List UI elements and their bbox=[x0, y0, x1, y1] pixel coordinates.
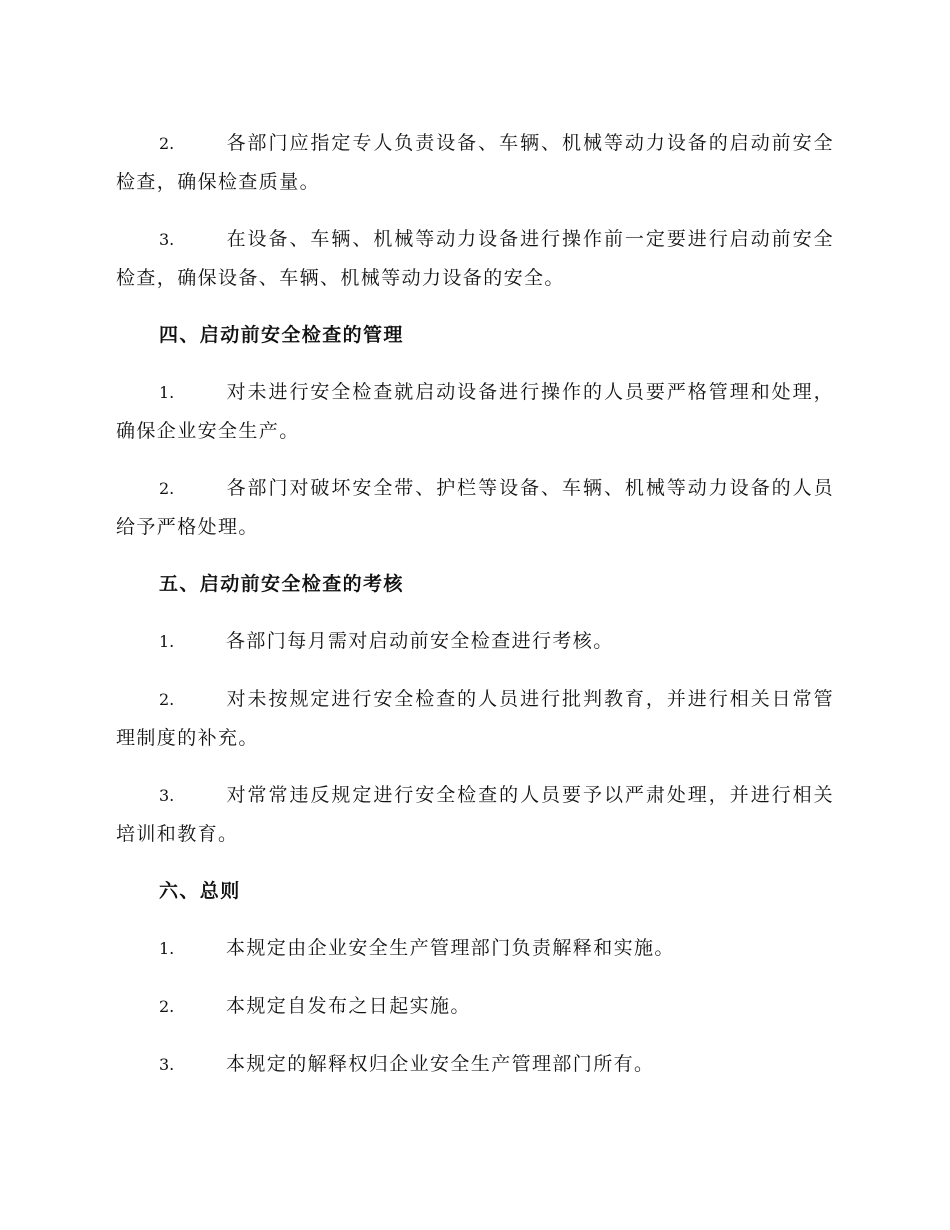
item-text: 对常常违反规定进行安全检查的人员要予以严肃处理，并进行相关培训和教育。 bbox=[116, 784, 834, 845]
list-item bbox=[116, 373, 834, 450]
item-text: 对未按规定进行安全检查的人员进行批判教育，并进行相关日常管理制度的补充。 bbox=[116, 688, 834, 749]
item-number: 1. bbox=[159, 939, 175, 958]
list-item bbox=[116, 680, 834, 757]
list-item bbox=[116, 124, 834, 201]
item-text: 本规定由企业安全生产管理部门负责解释和实施。 bbox=[226, 937, 675, 959]
list-item bbox=[116, 776, 834, 853]
section-heading: 六、总则 bbox=[159, 880, 241, 902]
item-text: 本规定自发布之日起实施。 bbox=[226, 995, 471, 1017]
section-heading: 四、启动前安全检查的管理 bbox=[159, 324, 404, 346]
item-text: 各部门对破坏安全带、护栏等设备、车辆、机械等动力设备的人员给予严格处理。 bbox=[116, 477, 834, 538]
list-item bbox=[116, 469, 834, 546]
item-number: 1. bbox=[159, 632, 175, 651]
item-number: 3. bbox=[159, 230, 175, 249]
list-item bbox=[116, 622, 834, 661]
item-text: 各部门每月需对启动前安全检查进行考核。 bbox=[226, 630, 614, 652]
item-number: 2. bbox=[159, 134, 175, 153]
item-number: 2. bbox=[159, 690, 175, 709]
item-number: 2. bbox=[159, 997, 175, 1016]
list-item bbox=[116, 987, 834, 1026]
item-text: 对未进行安全检查就启动设备进行操作的人员要严格管理和处理，确保企业安全生产。 bbox=[116, 381, 834, 442]
list-item bbox=[116, 1045, 834, 1084]
item-number: 3. bbox=[159, 1055, 175, 1074]
document-body bbox=[116, 105, 834, 1100]
item-text: 本规定的解释权归企业安全生产管理部门所有。 bbox=[226, 1053, 655, 1075]
item-text: 在设备、车辆、机械等动力设备进行操作前一定要进行启动前安全检查，确保设备、车辆、机械等动力设备的安全。 bbox=[116, 228, 834, 289]
item-number: 1. bbox=[159, 383, 175, 402]
item-text: 各部门应指定专人负责设备、车辆、机械等动力设备的启动前安全检查，确保检查质量。 bbox=[116, 132, 834, 193]
list-item bbox=[116, 929, 834, 968]
item-number: 3. bbox=[159, 786, 175, 805]
item-number: 2. bbox=[159, 479, 175, 498]
list-item bbox=[116, 220, 834, 297]
section-heading: 五、启动前安全检查的考核 bbox=[159, 573, 404, 595]
